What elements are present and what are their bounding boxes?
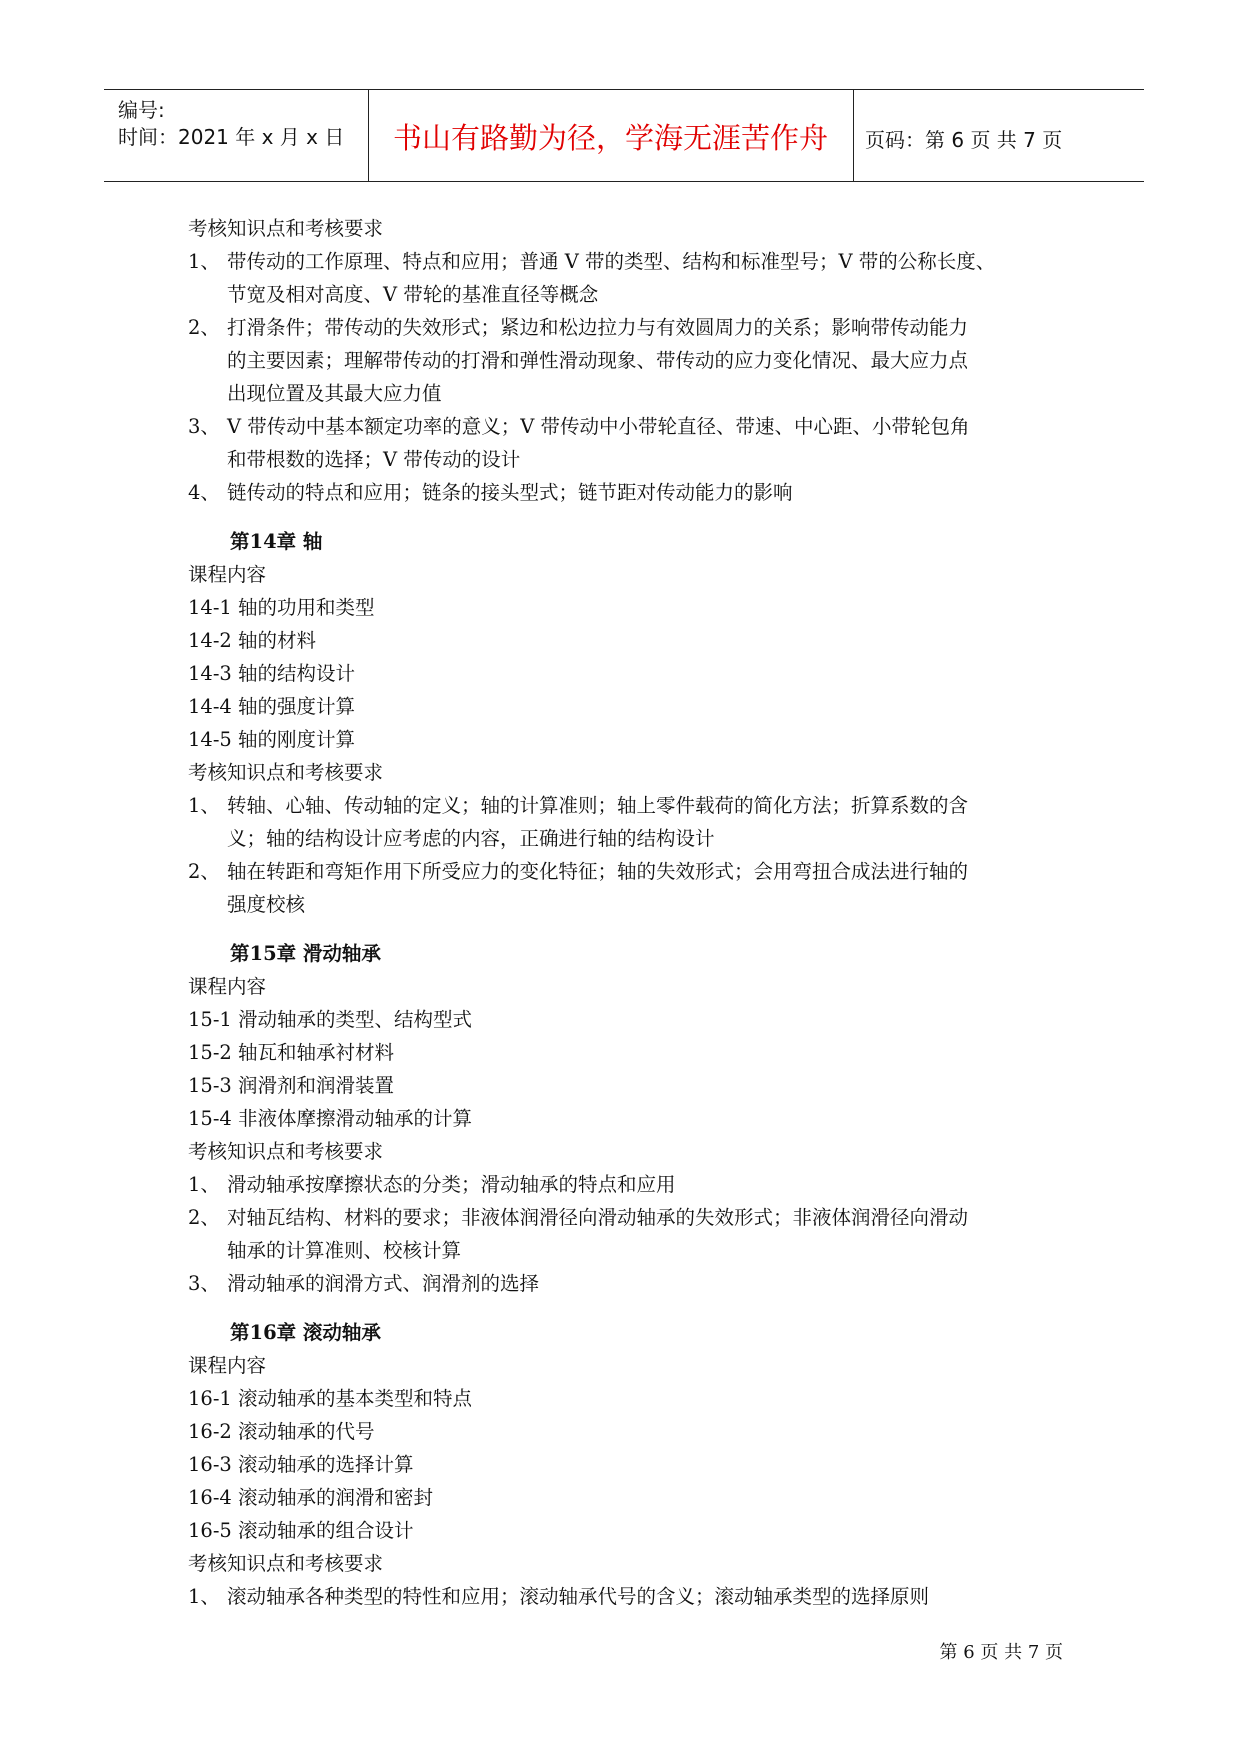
requirement-text: 打滑条件；带传动的失效形式；紧边和松边拉力与有效圆周力的关系；影响带传动能力 的主要因素；理解带传动的打滑和弹性滑动现象、带传动的应力变化情况、最大应力点 出现位置及其最大应力值 (227, 316, 969, 405)
requirement-item (188, 1201, 1068, 1267)
requirement-text: 对轴瓦结构、材料的要求；非液体润滑径向滑动轴承的失效形式；非液体润滑径向滑动 轴承的计算准则、校核计算 (227, 1206, 969, 1262)
header-meta-cell (104, 90, 369, 181)
doc-time-label: 时间：2021 年 x 月 x 日 (118, 125, 345, 149)
requirement-item (188, 245, 1068, 311)
course-content-item: 16-3 滚动轴承的选择计算 (188, 1453, 414, 1476)
course-content-item: 14-3 轴的结构设计 (188, 662, 356, 685)
requirement-item (188, 1168, 1068, 1201)
requirements-title: 考核知识点和考核要求 (188, 1140, 384, 1163)
requirement-text: 链传动的特点和应用；链条的接头型式；链节距对传动能力的影响 (227, 481, 793, 504)
requirements-title: 考核知识点和考核要求 (188, 761, 384, 784)
requirement-number: 2、 (188, 860, 220, 883)
requirement-number: 2、 (188, 1206, 220, 1229)
requirement-number: 1、 (188, 794, 220, 817)
chapter-section (188, 1316, 1068, 1613)
requirement-number: 1、 (188, 1585, 220, 1608)
requirement-item (188, 855, 1068, 921)
requirement-item (188, 410, 1068, 476)
document-body (188, 212, 1068, 1613)
chapter-heading: 第14章 轴 (230, 530, 323, 553)
requirement-number: 4、 (188, 481, 220, 504)
doc-number-label: 编号: (118, 98, 165, 122)
course-content-item: 14-1 轴的功用和类型 (188, 596, 375, 619)
header-motto: 书山有路勤为径，学海无涯苦作舟 (392, 121, 828, 155)
requirement-item (188, 1267, 1068, 1300)
requirement-item (188, 311, 1068, 410)
requirement-number: 1、 (188, 250, 220, 273)
chapter-heading: 第16章 滚动轴承 (230, 1321, 381, 1344)
course-content-item: 14-4 轴的强度计算 (188, 695, 356, 718)
requirement-item (188, 789, 1068, 855)
requirement-text: 滚动轴承各种类型的特性和应用；滚动轴承代号的含义；滚动轴承类型的选择原则 (227, 1585, 930, 1608)
page-header (104, 89, 1144, 182)
requirement-item (188, 1580, 1068, 1613)
chapter-section (188, 525, 1068, 921)
requirement-number: 2、 (188, 316, 220, 339)
course-content-item: 14-5 轴的刚度计算 (188, 728, 356, 751)
requirement-number: 3、 (188, 1272, 220, 1295)
course-content-item: 16-1 滚动轴承的基本类型和特点 (188, 1387, 473, 1410)
chapter-heading: 第15章 滑动轴承 (230, 942, 381, 965)
requirement-text: 滑动轴承按摩擦状态的分类；滑动轴承的特点和应用 (227, 1173, 676, 1196)
course-content-title: 课程内容 (188, 975, 267, 998)
course-content-title: 课程内容 (188, 1354, 267, 1377)
header-page-label: 页码：第 6 页 共 7 页 (865, 128, 1063, 152)
course-content-title: 课程内容 (188, 563, 267, 586)
course-content-item: 15-3 润滑剂和润滑装置 (188, 1074, 395, 1097)
page-footer: 第 6 页 共 7 页 (939, 1642, 1063, 1663)
course-content-item: 15-4 非液体摩擦滑动轴承的计算 (188, 1107, 473, 1130)
chapter-section (188, 937, 1068, 1300)
requirement-text: 转轴、心轴、传动轴的定义；轴的计算准则；轴上零件载荷的简化方法；折算系数的含 义；轴的结构设计应考虑的内容，正确进行轴的结构设计 (227, 794, 969, 850)
requirement-item (188, 476, 1068, 509)
requirement-text: 滑动轴承的润滑方式、润滑剂的选择 (227, 1272, 540, 1295)
requirements-title: 考核知识点和考核要求 (188, 217, 384, 240)
requirement-text: 轴在转距和弯矩作用下所受应力的变化特征；轴的失效形式；会用弯扭合成法进行轴的 强度校核 (227, 860, 969, 916)
requirement-number: 1、 (188, 1173, 220, 1196)
course-content-item: 16-4 滚动轴承的润滑和密封 (188, 1486, 434, 1509)
course-content-item: 16-2 滚动轴承的代号 (188, 1420, 375, 1443)
course-content-item: 15-1 滑动轴承的类型、结构型式 (188, 1008, 473, 1031)
header-page-cell (853, 90, 1144, 181)
requirement-number: 3、 (188, 415, 220, 438)
course-content-item: 15-2 轴瓦和轴承衬材料 (188, 1041, 395, 1064)
chapter-section (188, 212, 1068, 509)
requirements-title: 考核知识点和考核要求 (188, 1552, 384, 1575)
requirement-text: V 带传动中基本额定功率的意义；V 带传动中小带轮直径、带速、中心距、小带轮包角 和带根数的选择；V 带传动的设计 (227, 415, 970, 471)
course-content-item: 16-5 滚动轴承的组合设计 (188, 1519, 414, 1542)
header-motto-cell (368, 90, 854, 181)
course-content-item: 14-2 轴的材料 (188, 629, 317, 652)
requirement-text: 带传动的工作原理、特点和应用；普通 V 带的类型、结构和标准型号；V 带的公称长度、 节宽及相对高度、V 带轮的基准直径等概念 (227, 250, 996, 306)
